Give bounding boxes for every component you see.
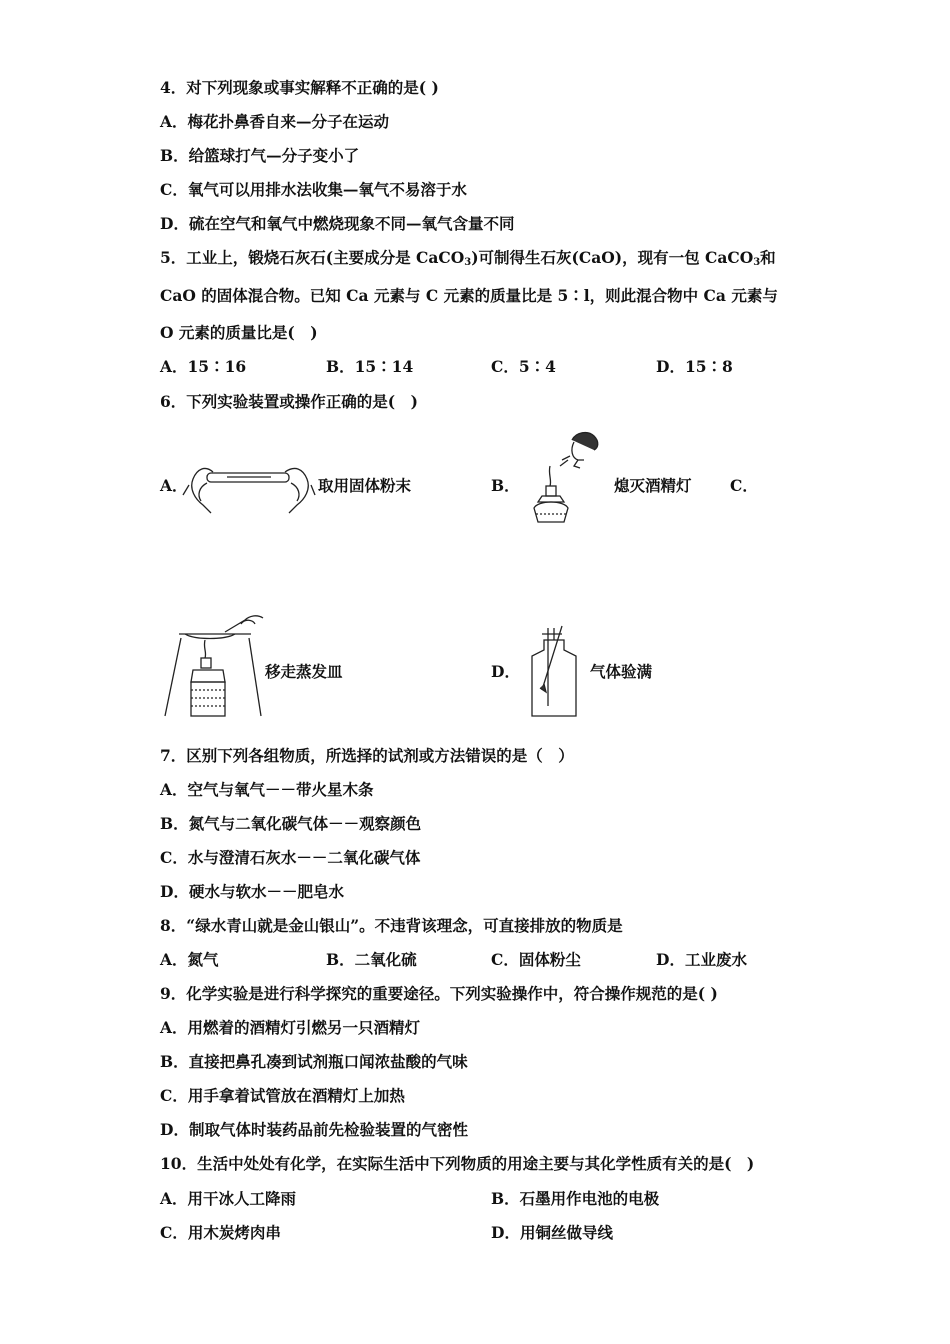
q4-option-d: D．硫在空气和氧气中燃烧现象不同—氧气含量不同 <box>160 214 515 233</box>
q4-option-b: B．给篮球打气—分子变小了 <box>160 146 360 165</box>
evaporating-dish-tripod-icon <box>165 610 265 720</box>
q10-option-d: D．用铜丝做导线 <box>491 1223 613 1242</box>
q8-stem: 8．“绿水青山就是金山银山”。不违背该理念，可直接排放的物质是 <box>160 916 623 935</box>
q9-option-a: A．用燃着的酒精灯引燃另一只酒精灯 <box>160 1018 421 1037</box>
q5-stem-line2: CaO 的固体混合物。已知 Ca 元素与 C 元素的质量比是 5∶l，则此混合物中 Ca 元素与 <box>160 286 778 305</box>
q7-option-b: B．氮气与二氧化碳气体－－观察颜色 <box>160 814 422 833</box>
q8-option-b: B．二氧化硫 <box>326 950 417 969</box>
q6-stem: 6．下列实验装置或操作正确的是( ) <box>160 392 418 411</box>
q10-option-a: A．用干冰人工降雨 <box>160 1189 297 1208</box>
q5-option-a: A．15∶16 <box>160 357 247 376</box>
q4-option-a: A．梅花扑鼻香自来—分子在运动 <box>160 112 390 131</box>
q6-option-d-letter: D． <box>491 662 520 681</box>
q4-option-c: C．氧气可以用排水法收集—氧气不易溶于水 <box>160 180 467 199</box>
q10-stem: 10．生活中处处有化学，在实际生活中下列物质的用途主要与其化学性质有关的是( ) <box>160 1154 755 1173</box>
q9-option-c: C．用手拿着试管放在酒精灯上加热 <box>160 1086 405 1105</box>
gas-collection-bottle-icon <box>528 626 580 720</box>
q8-option-a: A．氮气 <box>160 950 219 969</box>
q9-stem: 9．化学实验是进行科学探究的重要途径。下列实验操作中，符合操作规范的是( ) <box>160 984 718 1003</box>
q6-option-b-text: 熄灭酒精灯 <box>614 476 692 495</box>
q5-option-c: C．5∶4 <box>491 357 556 376</box>
q5-option-d: D．15∶8 <box>656 357 733 376</box>
q5-stem-line1: 5．工业上，锻烧石灰石(主要成分是 CaCO$_3$)可制得生石灰(CaO)，现有一包 CaCO$_3$和 <box>160 248 776 268</box>
q6-option-a-text: 取用固体粉末 <box>318 476 412 495</box>
q6-option-a-letter: A． <box>160 476 188 495</box>
q10-option-c: C．用木炭烤肉串 <box>160 1223 281 1242</box>
q4-stem: 4．对下列现象或事实解释不正确的是( ) <box>160 78 439 97</box>
q9-option-d: D．制取气体时装药品前先检验装置的气密性 <box>160 1120 468 1139</box>
q6-option-d-text: 气体验满 <box>590 662 653 681</box>
q8-option-c: C．固体粉尘 <box>491 950 581 969</box>
q7-option-a: A．空气与氧气－－带火星木条 <box>160 780 374 799</box>
q6-option-c-text: 移走蒸发皿 <box>265 662 343 681</box>
q7-stem: 7．区别下列各组物质，所选择的试剂或方法错误的是（ ） <box>160 746 574 765</box>
q6-option-c-letter: C． <box>730 476 758 495</box>
q7-option-d: D．硬水与软水－－肥皂水 <box>160 882 344 901</box>
q5-stem-line3: O 元素的质量比是( ) <box>160 323 318 342</box>
q8-option-d: D．工业废水 <box>656 950 747 969</box>
q7-option-c: C．水与澄清石灰水－－二氧化碳气体 <box>160 848 421 867</box>
q5-option-b: B．15∶14 <box>326 357 414 376</box>
q10-option-b: B．石墨用作电池的电极 <box>491 1189 660 1208</box>
q6-option-b-letter: B． <box>491 476 520 495</box>
test-tube-powder-icon <box>185 455 315 523</box>
blowing-out-alcohol-lamp-icon <box>528 430 610 526</box>
q9-option-b: B．直接把鼻孔凑到试剂瓶口闻浓盐酸的气味 <box>160 1052 468 1071</box>
